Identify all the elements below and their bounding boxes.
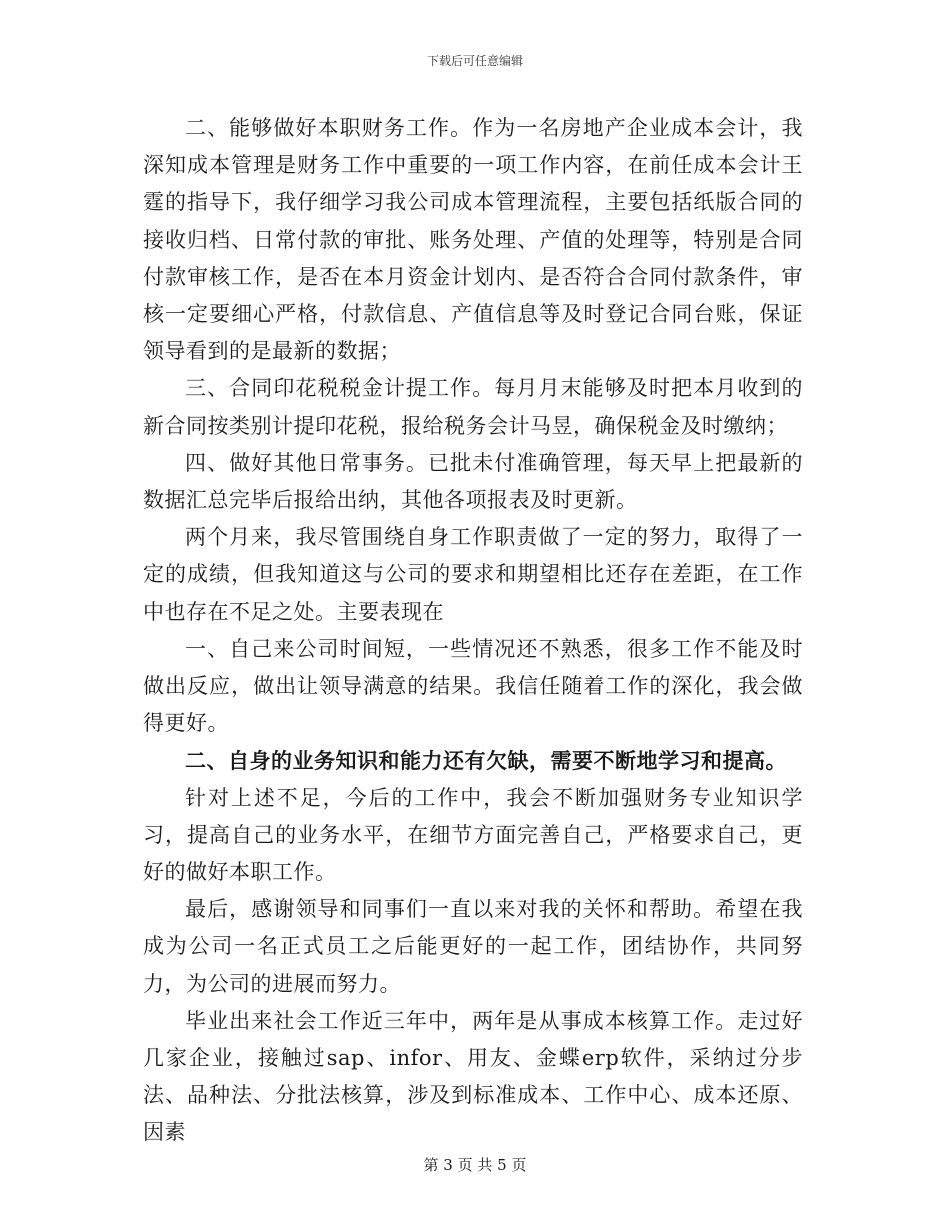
- paragraph-experience: 毕业出来社会工作近三年中，两年是从事成本核算工作。走过好几家企业，接触过sap、infor、用友、金蝶erp软件，采纳过分步法、品种法、分批法核算，涉及到标准成本、工作中心、成本还原、因素: [143, 1008, 803, 1145]
- page-footer: 第 3 页 共 5 页: [423, 1156, 527, 1174]
- page-header: 下载后可任意编辑: [426, 54, 523, 68]
- document-body: [143, 110, 803, 1152]
- paragraph-thanks: 最后，感谢领导和同事们一直以来对我的关怀和帮助。希望在我成为公司一名正式员工之后能更好的一起工作，团结协作，共同努力，为公司的进展而努力。: [143, 897, 803, 996]
- paragraph-summary: 两个月来，我尽管围绕自身工作职责做了一定的努力，取得了一定的成绩，但我知道这与公司的要求和期望相比还存在差距，在工作中也存在不足之处。主要表现在: [143, 525, 803, 624]
- paragraph-improvement: 针对上述不足，今后的工作中，我会不断加强财务专业知识学习，提高自己的业务水平，在细节方面完善自己，严格要求自己，更好的做好本职工作。: [143, 785, 803, 885]
- paragraph-duty-3: 三、合同印花税税金计提工作。每月月末能够及时把本月收到的新合同按类别计提印花税，报给税务会计马昱，确保税金及时缴纳；: [143, 376, 803, 438]
- paragraph-shortcoming-1: 一、自己来公司时间短，一些情况还不熟悉，很多工作不能及时做出反应，做出让领导满意的结果。我信任随着工作的深化，我会做得更好。: [143, 636, 803, 736]
- paragraph-duty-2: 二、能够做好本职财务工作。作为一名房地产企业成本会计，我深知成本管理是财务工作中重要的一项工作内容，在前任成本会计王霆的指导下，我仔细学习我公司成本管理流程，主要包括纸版合同的接收归档、日常付款的审批、账务处理、产值的处理等，特别是合同付款审核工作，是否在本月资金计划内、是否符合合同付款条件，审核一定要细心严格，付款信息、产值信息等及时登记合同台账，保证领导看到的是最新的数据；: [143, 116, 803, 364]
- paragraph-duty-4: 四、做好其他日常事务。已批未付准确管理，每天早上把最新的数据汇总完毕后报给出纳，其他各项报表及时更新。: [143, 450, 803, 513]
- paragraph-shortcoming-2: 二、自身的业务知识和能力还有欠缺，需要不断地学习和提高。: [185, 748, 787, 774]
